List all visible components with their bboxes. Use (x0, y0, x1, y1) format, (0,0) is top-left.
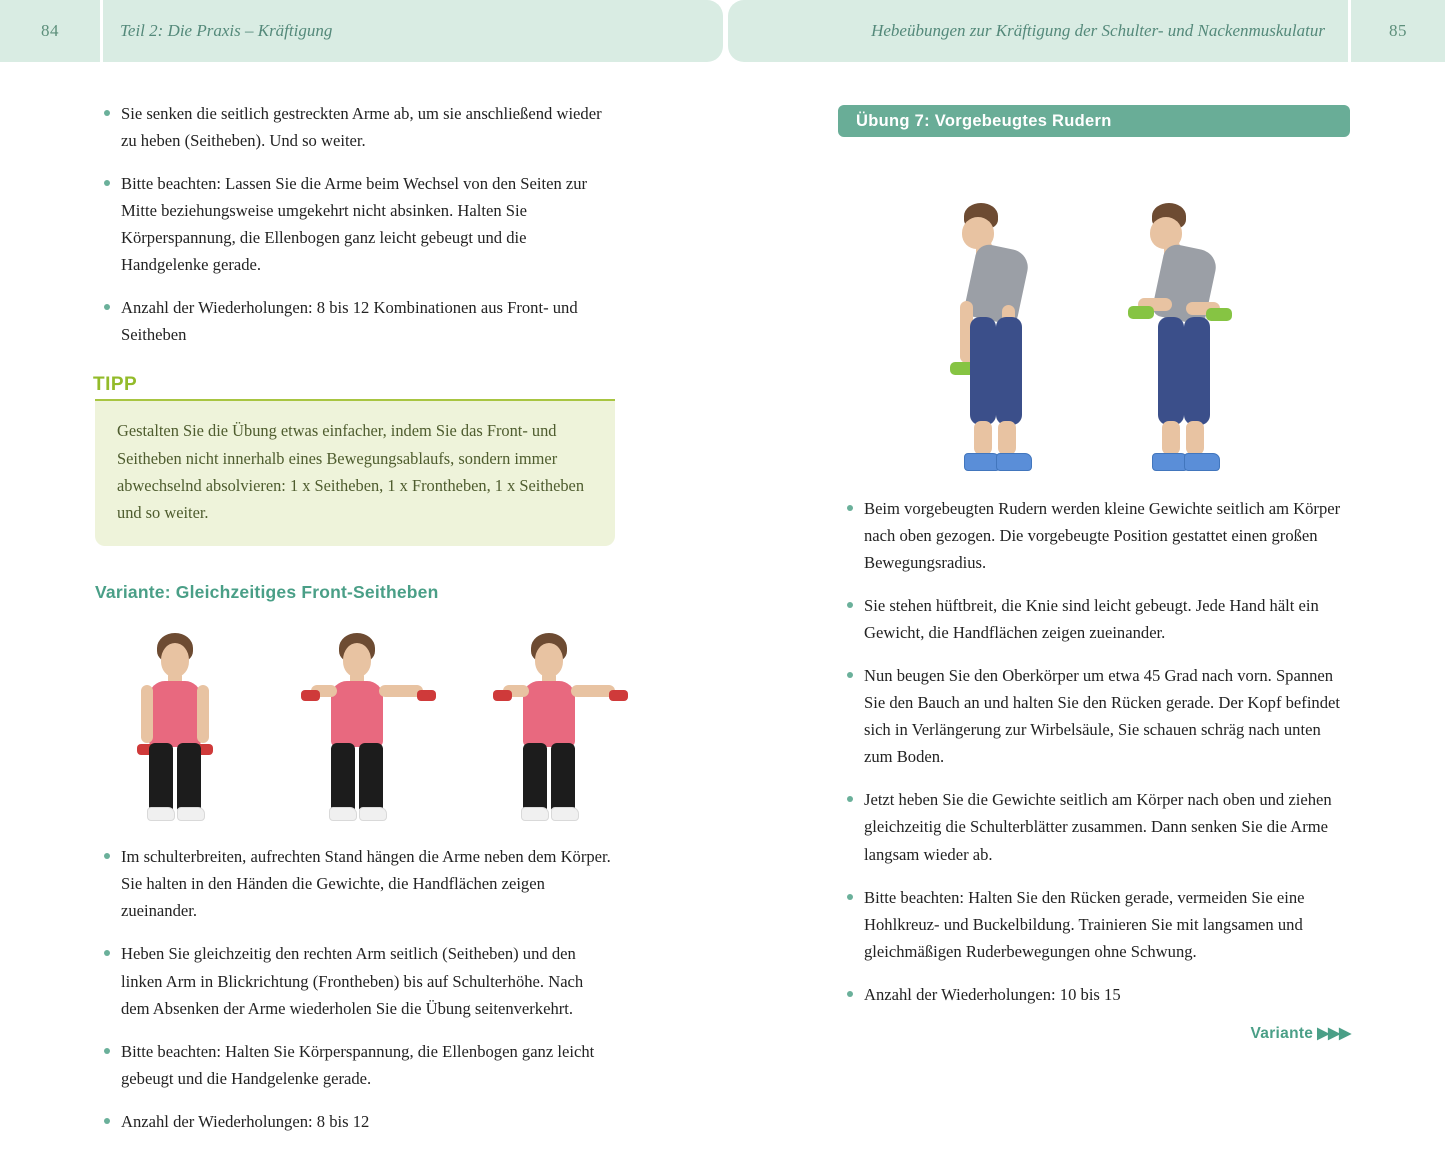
variant-heading: Variante: Gleichzeitiges Front-Seitheben (95, 582, 439, 603)
figure-row-pull (1086, 181, 1256, 471)
list-item: Bitte beachten: Halten Sie den Rücken gerade, vermeiden Sie eine Hohlkreuz- und Buckelbildung. Trainieren Sie mit langsamen und gleichmäßigen Ruderbewegungen ohne Schwung. (838, 884, 1350, 965)
page-header (0, 0, 1445, 62)
list-item: Bitte beachten: Halten Sie Körperspannung, die Ellenbogen ganz leicht gebeugt und die Handgelenke gerade. (95, 1038, 615, 1092)
list-item: Anzahl der Wiederholungen: 8 bis 12 Kombinationen aus Front- und Seitheben (95, 294, 615, 348)
tipp-title: TIPP (93, 374, 138, 396)
exercise-figure (838, 171, 1350, 471)
tipp-text: Gestalten Sie die Übung etwas einfacher, indem Sie das Front- und Seitheben nicht innerhalb eines Bewegungsablaufs, sondern immer abwechselnd absolvieren: 1 x Seitheben, 1 x Frontheben, 1 x Seitheben und so weiter. (95, 401, 615, 546)
list-item: Im schulterbreiten, aufrechten Stand hängen die Arme neben dem Körper. Sie halten in den Händen die Gewichte, die Handflächen zeigen zueinander. (95, 843, 615, 924)
list-item: Beim vorgebeugten Rudern werden kleine Gewichte seitlich am Körper nach oben gezogen. Die vorgebeugte Position gestattet einen großen Bewegungsradius. (838, 495, 1350, 576)
list-item: Anzahl der Wiederholungen: 8 bis 12 (95, 1108, 615, 1135)
right-column (838, 105, 1350, 1043)
triple-arrow-icon: ▶▶▶ (1317, 1024, 1350, 1042)
variant-figure (95, 621, 615, 821)
variante-continuation-link[interactable] (838, 1024, 1350, 1043)
list-item: Sie senken die seitlich gestreckten Arme ab, um sie anschließend wieder zu heben (Seitheben). Und so weiter. (95, 100, 615, 154)
page-number-left: 84 (41, 21, 59, 40)
tipp-box (95, 374, 615, 546)
left-column (95, 100, 615, 1151)
running-head-right: Hebeübungen zur Kräftigung der Schulter- und Nackenmuskulatur (871, 21, 1325, 40)
list-item: Sie stehen hüftbreit, die Knie sind leicht gebeugt. Jede Hand hält ein Gewicht, die Handflächen zeigen zueinander. (838, 592, 1350, 646)
list-item: Heben Sie gleichzeitig den rechten Arm seitlich (Seitheben) und den linken Arm in Blickrichtung (Frontheben) bis auf Schulterhöhe. Nach dem Absenken der Arme wiederholen Sie die Übung seitenverkehrt. (95, 940, 615, 1021)
intro-bullet-list (95, 100, 615, 348)
variante-label: Variante (1250, 1024, 1314, 1042)
list-item: Anzahl der Wiederholungen: 10 bis 15 (838, 981, 1350, 1008)
exercise-banner: Übung 7: Vorgebeugtes Rudern (838, 105, 1350, 137)
figure-pose-3 (447, 626, 627, 821)
figure-row-start (898, 181, 1068, 471)
page-number-right: 85 (1389, 21, 1407, 40)
variant-bullet-list (95, 843, 615, 1134)
running-head-left: Teil 2: Die Praxis – Kräftigung (120, 21, 333, 40)
figure-pose-2 (255, 626, 435, 821)
list-item: Bitte beachten: Lassen Sie die Arme beim Wechsel von den Seiten zur Mitte beziehungsweise umgekehrt nicht absinken. Halten Sie Körperspannung, die Ellenbogen ganz leicht gebeugt und die Handgelenke gerade. (95, 170, 615, 278)
exercise-bullet-list (838, 495, 1350, 1008)
figure-pose-1 (113, 626, 233, 821)
list-item: Nun beugen Sie den Oberkörper um etwa 45 Grad nach vorn. Spannen Sie den Bauch an und halten Sie den Rücken gerade. Der Kopf befindet sich in Verlängerung zur Wirbelsäule, Sie schauen schräg nach unten zum Boden. (838, 662, 1350, 770)
list-item: Jetzt heben Sie die Gewichte seitlich am Körper nach oben und ziehen gleichzeitig die Schulterblätter zusammen. Dann senken Sie die Arme langsam wieder ab. (838, 786, 1350, 867)
